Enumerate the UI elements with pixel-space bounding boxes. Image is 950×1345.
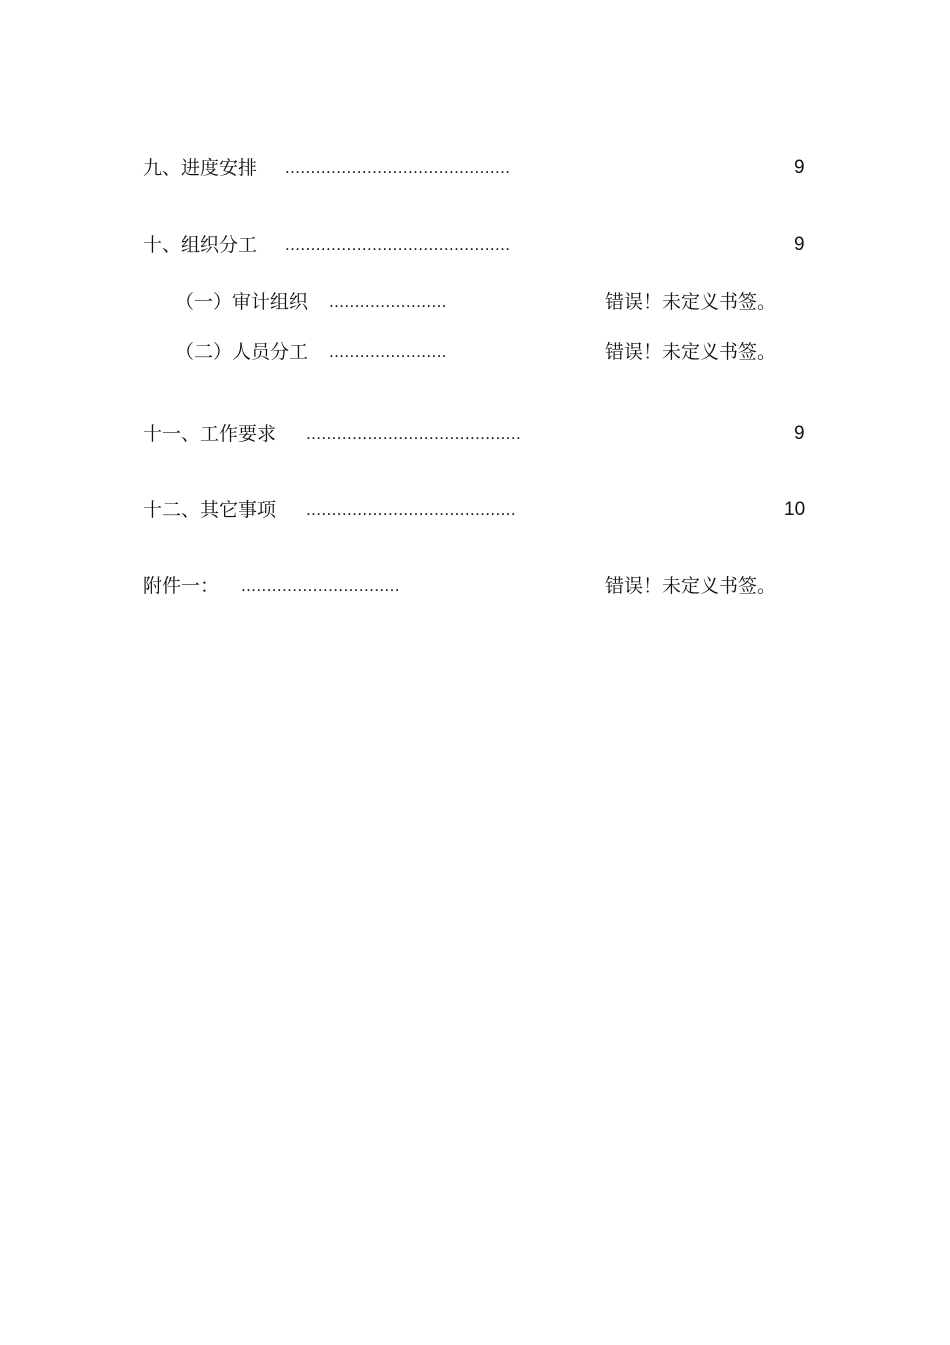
toc-dot-leader: ......................................... <box>306 500 517 519</box>
toc-dot-leader: ............................................ <box>285 235 511 254</box>
toc-entry-title: 十、组织分工 <box>143 234 258 256</box>
toc-entry-title: 十一、工作要求 <box>143 423 277 445</box>
toc-page-number: 10 <box>784 499 806 520</box>
toc-page-number: 9 <box>794 423 805 444</box>
toc-dot-leader: ....................... <box>329 292 447 311</box>
toc-subentry-audit-organization[interactable] <box>175 288 815 316</box>
toc-page-number: 9 <box>794 234 805 255</box>
toc-entry-title: （一）审计组织 <box>175 291 309 313</box>
toc-dot-leader: ....................... <box>329 342 447 361</box>
toc-bookmark-error: 错误！未定义书签。 <box>605 341 777 363</box>
toc-entry-title: 十二、其它事项 <box>143 499 277 521</box>
toc-entry-title: 附件一： <box>143 575 220 597</box>
toc-dot-leader: ............................... <box>241 576 400 595</box>
toc-entry-schedule[interactable] <box>143 154 813 182</box>
toc-subentry-staff-assignment[interactable] <box>175 338 815 366</box>
toc-entry-organization[interactable] <box>143 231 813 259</box>
toc-bookmark-error: 错误！未定义书签。 <box>605 575 777 597</box>
toc-entry-appendix-one[interactable] <box>143 572 813 600</box>
toc-bookmark-error: 错误！未定义书签。 <box>605 291 777 313</box>
toc-entry-other-matters[interactable] <box>143 496 813 524</box>
toc-entry-title: 九、进度安排 <box>143 157 258 179</box>
toc-dot-leader: .......................................... <box>306 424 522 443</box>
toc-page-number: 9 <box>794 157 805 178</box>
toc-entry-title: （二）人员分工 <box>175 341 309 363</box>
toc-entry-work-requirements[interactable] <box>143 420 813 448</box>
toc-dot-leader: ............................................ <box>285 158 511 177</box>
